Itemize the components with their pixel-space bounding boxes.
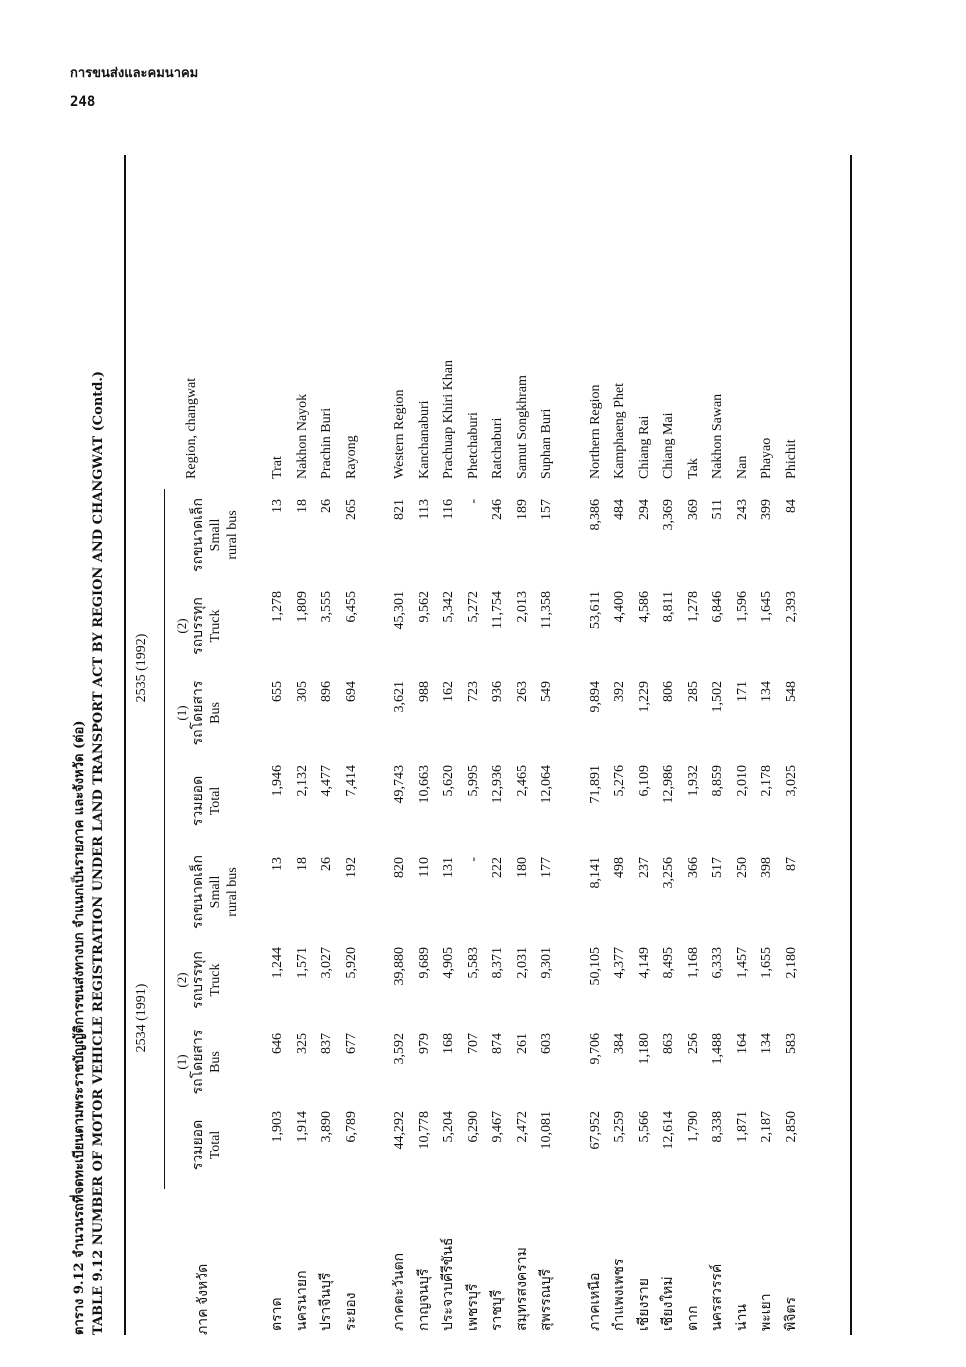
page-number: 248 xyxy=(70,94,96,110)
header-bus-th-b: รถโดยสาร xyxy=(191,680,206,746)
table-row xyxy=(657,155,682,1335)
row-value: 5,920 xyxy=(343,947,359,979)
row-value: 12,614 xyxy=(661,1111,676,1150)
row-value: 177 xyxy=(539,856,554,878)
header-note-1: (1) xyxy=(174,1054,189,1070)
row-value: 9,689 xyxy=(416,947,432,979)
header-truck-th: รถบรรทุก xyxy=(191,951,206,1009)
row-name-th: กำแพงเพชร xyxy=(612,1258,627,1331)
table-row xyxy=(755,155,780,1335)
row-value: 2,178 xyxy=(759,764,774,797)
header-total-th: รวมยอด xyxy=(191,1119,206,1171)
row-name-en: Nakhon Nayok xyxy=(294,393,310,479)
row-name-th: ระยอง xyxy=(343,1292,359,1331)
row-value: - xyxy=(465,856,481,862)
row-value: 874 xyxy=(490,1033,505,1054)
row-name-th: ตาก xyxy=(685,1305,701,1331)
row-value: 18 xyxy=(294,498,310,513)
row-name-th: ภาคตะวันตก xyxy=(392,1252,407,1331)
row-value: 821 xyxy=(392,498,407,520)
row-value: 655 xyxy=(270,680,285,702)
table-title-english: TABLE 9.12 NUMBER OF MOTOR VEHICLE REGISTRATION UNDER LAND TRANSPORT ACT BY REGION AND CHANGWAT (Contd.) xyxy=(91,370,106,1335)
row-name-en: Northern Region xyxy=(587,384,603,479)
row-value: 1,655 xyxy=(759,947,774,979)
row-value: 5,204 xyxy=(441,1111,456,1143)
row-value: 4,149 xyxy=(636,947,652,979)
table-row xyxy=(584,155,609,1335)
row-value: 2,010 xyxy=(734,764,750,797)
row-value: 6,290 xyxy=(465,1111,481,1143)
row-value: 26 xyxy=(319,498,334,513)
row-value: 134 xyxy=(759,1033,774,1054)
row-value: 87 xyxy=(783,856,799,871)
row-value: 1,278 xyxy=(685,590,701,623)
row-value: 8,338 xyxy=(710,1111,725,1143)
row-value: 9,562 xyxy=(416,590,432,623)
header-small-en2-b: rural bus xyxy=(225,510,240,560)
row-value: 1,488 xyxy=(710,1033,725,1065)
row-value: 10,663 xyxy=(416,764,432,804)
row-value: 116 xyxy=(441,498,456,520)
row-value: 162 xyxy=(441,680,456,702)
row-value: 9,467 xyxy=(490,1111,505,1143)
row-name-en: Ratchaburi xyxy=(490,417,505,479)
row-value: 5,620 xyxy=(441,764,456,797)
row-name-en: Chiang Mai xyxy=(661,412,676,479)
row-value: 806 xyxy=(661,680,676,702)
table-row xyxy=(486,155,511,1335)
row-value: 7,414 xyxy=(343,764,359,797)
row-value: 265 xyxy=(343,498,359,520)
row-value: 49,743 xyxy=(392,764,407,804)
row-value: 1,244 xyxy=(270,947,285,979)
row-value: 1,946 xyxy=(270,764,285,797)
row-value: 1,596 xyxy=(734,590,750,623)
table-row xyxy=(413,155,438,1335)
table-row xyxy=(682,155,707,1335)
row-value: 1,229 xyxy=(636,680,652,713)
row-name-en: Kanchanaburi xyxy=(416,400,432,479)
row-value: 1,871 xyxy=(734,1111,750,1143)
row-value: 222 xyxy=(490,856,505,878)
row-value: 2,031 xyxy=(514,947,530,979)
row-value: 2,472 xyxy=(514,1111,530,1143)
row-value: 84 xyxy=(783,498,799,513)
row-value: 1,571 xyxy=(294,947,310,979)
header-small-en-b: Small xyxy=(208,518,223,552)
header-total-en: Total xyxy=(208,1130,223,1160)
header-note-2: (2) xyxy=(174,972,189,988)
row-value: 936 xyxy=(490,680,505,702)
row-name-th: นครสวรรค์ xyxy=(710,1263,725,1331)
row-value: 4,400 xyxy=(612,590,627,623)
row-value: 392 xyxy=(612,680,627,702)
row-value: 6,789 xyxy=(343,1111,359,1143)
table-bottom-rule xyxy=(850,155,852,1335)
row-value: 398 xyxy=(759,856,774,878)
row-value: 3,890 xyxy=(319,1111,334,1143)
row-value: 6,333 xyxy=(710,947,725,979)
header-year-1991: 2534 (1991) xyxy=(125,847,165,1189)
row-name-en: Phichit xyxy=(783,439,799,479)
row-name-th: พะเยา xyxy=(759,1293,774,1331)
header-small-en: Small xyxy=(208,875,223,909)
row-value: 12,064 xyxy=(539,764,554,804)
row-value: 261 xyxy=(514,1033,530,1054)
row-name-th: ปราจีนบุรี xyxy=(319,1272,334,1331)
row-name-th: นครนายก xyxy=(294,1270,310,1331)
row-value: 263 xyxy=(514,680,530,702)
table-row xyxy=(266,155,291,1335)
header-year-1992: 2535 (1992) xyxy=(125,489,165,847)
row-name-th: กาญจนบุรี xyxy=(416,1268,432,1331)
row-value: 369 xyxy=(685,498,701,520)
row-value: 8,811 xyxy=(661,590,676,622)
header-total-th-b: รวมยอด xyxy=(191,775,206,827)
row-name-en: Nakhon Sawan xyxy=(710,393,725,479)
row-value: 1,168 xyxy=(685,947,701,979)
row-value: 12,936 xyxy=(490,764,505,804)
header-bus-th: รถโดยสาร xyxy=(191,1029,206,1095)
row-value: 9,301 xyxy=(539,947,554,979)
table-title-thai: ตาราง 9.12 จำนวนรถที่จดทะเบียนตามพระราชบัญญัติการขนส่งทางบก จำแนกเป็นรายภาค และจังหวัด (ต่อ) xyxy=(72,720,87,1335)
row-value: 50,105 xyxy=(587,947,603,986)
row-name-en: Suphan Buri xyxy=(539,408,554,479)
row-name-en: Phayao xyxy=(759,437,774,479)
row-name-en: Nan xyxy=(734,455,750,479)
row-value: 9,894 xyxy=(587,680,603,713)
row-value: 4,377 xyxy=(612,947,627,979)
header-truck-en-b: Truck xyxy=(208,609,223,643)
row-value: 837 xyxy=(319,1033,334,1054)
row-value: 2,013 xyxy=(514,590,530,623)
row-name-th: ภาคเหนือ xyxy=(587,1272,603,1331)
row-value: 3,256 xyxy=(661,856,676,889)
row-value: 484 xyxy=(612,498,627,520)
row-value: 820 xyxy=(392,856,407,878)
row-value: 8,386 xyxy=(587,498,603,531)
row-value: 250 xyxy=(734,856,750,878)
row-value: 548 xyxy=(783,680,799,702)
row-value: 646 xyxy=(270,1033,285,1054)
row-value: 237 xyxy=(636,856,652,878)
row-value: 3,025 xyxy=(783,764,799,797)
row-value: 39,880 xyxy=(392,947,407,986)
row-value: 53,611 xyxy=(587,590,603,629)
row-value: 896 xyxy=(319,680,334,702)
row-name-th: เพชรบุรี xyxy=(465,1283,481,1331)
row-value: 10,081 xyxy=(539,1111,554,1150)
row-value: 399 xyxy=(759,498,774,520)
row-value: 18 xyxy=(294,856,310,871)
row-value: 13 xyxy=(270,498,285,513)
table-row xyxy=(315,155,340,1335)
row-value: 294 xyxy=(636,498,652,520)
row-value: 2,850 xyxy=(783,1111,799,1143)
row-value: 26 xyxy=(319,856,334,871)
row-value: 180 xyxy=(514,856,530,878)
row-value: 2,132 xyxy=(294,764,310,797)
row-value: 189 xyxy=(514,498,530,520)
row-name-en: Western Region xyxy=(392,389,407,479)
row-value: 285 xyxy=(685,680,701,702)
row-value: 603 xyxy=(539,1033,554,1054)
row-value: 11,358 xyxy=(539,590,554,629)
row-name-en: Rayong xyxy=(343,435,359,479)
row-value: 256 xyxy=(685,1033,701,1054)
row-name-th: น่าน xyxy=(734,1303,750,1331)
row-value: 1,645 xyxy=(759,590,774,623)
header-bus-en: Bus xyxy=(208,1051,223,1073)
row-value: 134 xyxy=(759,680,774,702)
row-value: 192 xyxy=(343,856,359,878)
row-value: 707 xyxy=(465,1033,481,1054)
row-name-en: Phetchaburi xyxy=(465,412,481,479)
row-name-th: ตราด xyxy=(270,1297,285,1331)
row-value: 44,292 xyxy=(392,1111,407,1150)
row-value: 8,141 xyxy=(587,856,603,889)
row-value: 164 xyxy=(734,1033,750,1054)
row-value: 171 xyxy=(734,680,750,702)
row-value: 67,952 xyxy=(587,1111,603,1150)
row-value: 8,371 xyxy=(490,947,505,979)
row-value: 305 xyxy=(294,680,310,702)
row-value: 694 xyxy=(343,680,359,702)
row-name-th: ประจวบคีรีขันธ์ xyxy=(441,1237,456,1331)
row-value: 10,778 xyxy=(416,1111,432,1150)
table-row xyxy=(633,155,658,1335)
row-value: 110 xyxy=(416,856,432,878)
row-value: 5,583 xyxy=(465,947,481,979)
header-small-en2: rural bus xyxy=(225,867,240,917)
row-value: 5,276 xyxy=(612,764,627,797)
row-value: 4,586 xyxy=(636,590,652,623)
row-value: 863 xyxy=(661,1033,676,1054)
table-row xyxy=(706,155,731,1335)
row-name-en: Chiang Rai xyxy=(636,415,652,479)
row-value: 71,891 xyxy=(587,764,603,804)
row-name-en: Tak xyxy=(685,458,701,479)
table-row xyxy=(608,155,633,1335)
row-value: 2,393 xyxy=(783,590,799,623)
row-name-en: Prachuap Khiri Khan xyxy=(441,360,456,479)
row-value: 1,790 xyxy=(685,1111,701,1143)
table-row xyxy=(291,155,316,1335)
header-total-en-b: Total xyxy=(208,786,223,816)
row-value: 384 xyxy=(612,1033,627,1054)
row-value: 113 xyxy=(416,498,432,520)
header-region-en: Region, changwat xyxy=(184,377,199,479)
row-value: 8,495 xyxy=(661,947,676,979)
row-value: 1,180 xyxy=(636,1033,652,1065)
row-value: 1,457 xyxy=(734,947,750,979)
header-small-th: รถขนาดเล็ก xyxy=(191,855,206,929)
table-row xyxy=(780,155,805,1335)
row-value: 3,555 xyxy=(319,590,334,623)
row-name-en: Samut Songkhram xyxy=(514,375,530,479)
rotated-table-area xyxy=(70,155,930,1335)
row-value: 12,986 xyxy=(661,764,676,804)
row-value: 5,995 xyxy=(465,764,481,797)
row-value: 583 xyxy=(783,1033,799,1054)
row-name-th: ราชบุรี xyxy=(490,1289,505,1331)
row-value: 3,621 xyxy=(392,680,407,713)
row-value: 5,272 xyxy=(465,590,481,623)
row-value: 6,455 xyxy=(343,590,359,623)
row-value: 3,369 xyxy=(661,498,676,531)
row-value: 6,109 xyxy=(636,764,652,797)
row-value: 1,903 xyxy=(270,1111,285,1143)
row-name-en: Prachin Buri xyxy=(319,407,334,479)
row-name-th: เชียงราย xyxy=(636,1278,652,1331)
row-value: 246 xyxy=(490,498,505,520)
row-value: 723 xyxy=(465,680,481,702)
row-value: 498 xyxy=(612,856,627,878)
header-truck-en: Truck xyxy=(208,963,223,997)
page-header-title: การขนส่งและคมนาคม xyxy=(70,66,199,81)
row-name-en: Trat xyxy=(270,456,285,479)
table-row xyxy=(535,155,560,1335)
row-name-th: สุพรรณบุรี xyxy=(539,1268,554,1331)
row-value: 11,754 xyxy=(490,590,505,629)
row-value: 988 xyxy=(416,680,432,702)
header-truck-th-b: รถบรรทุก xyxy=(191,597,206,655)
header-bus-en-b: Bus xyxy=(208,702,223,724)
row-value: 8,859 xyxy=(710,764,725,797)
table-body xyxy=(242,155,804,1335)
row-value: 5,259 xyxy=(612,1111,627,1143)
row-value: 979 xyxy=(416,1033,432,1054)
row-value: 1,809 xyxy=(294,590,310,623)
row-value: 3,027 xyxy=(319,947,334,979)
row-value: - xyxy=(465,498,481,504)
row-value: 677 xyxy=(343,1033,359,1054)
row-value: 2,180 xyxy=(783,947,799,979)
row-value: 9,706 xyxy=(587,1033,603,1065)
row-value: 366 xyxy=(685,856,701,878)
header-small-th-b: รถขนาดเล็ก xyxy=(191,498,206,572)
table-row xyxy=(462,155,487,1335)
row-value: 157 xyxy=(539,498,554,520)
table-row xyxy=(340,155,365,1335)
table-row xyxy=(437,155,462,1335)
row-value: 1,914 xyxy=(294,1111,310,1143)
header-region-th: ภาค จังหวัด xyxy=(196,1263,211,1335)
row-value: 549 xyxy=(539,680,554,702)
row-value: 5,566 xyxy=(636,1111,652,1143)
row-value: 243 xyxy=(734,498,750,520)
row-value: 1,278 xyxy=(270,590,285,623)
table-row xyxy=(511,155,536,1335)
row-name-th: พิจิตร xyxy=(783,1296,799,1331)
row-value: 168 xyxy=(441,1033,456,1054)
row-value: 511 xyxy=(710,498,725,520)
row-value: 6,846 xyxy=(710,590,725,623)
data-table xyxy=(125,155,804,1335)
row-value: 4,905 xyxy=(441,947,456,979)
row-value: 517 xyxy=(710,856,725,878)
row-value: 1,502 xyxy=(710,680,725,713)
table-row xyxy=(731,155,756,1335)
row-name-th: เชียงใหม่ xyxy=(661,1276,676,1331)
table-row xyxy=(388,155,413,1335)
row-value: 5,342 xyxy=(441,590,456,623)
row-value: 1,932 xyxy=(685,764,701,797)
row-value: 3,592 xyxy=(392,1033,407,1065)
row-value: 2,465 xyxy=(514,764,530,797)
row-value: 45,301 xyxy=(392,590,407,630)
row-name-en: Kamphaeng Phet xyxy=(612,382,627,479)
row-value: 13 xyxy=(270,856,285,871)
row-value: 4,477 xyxy=(319,764,334,797)
header-note-2b: (2) xyxy=(174,618,189,634)
header-note-1b: (1) xyxy=(174,705,189,721)
row-value: 131 xyxy=(441,856,456,878)
row-value: 2,187 xyxy=(759,1111,774,1143)
row-value: 325 xyxy=(294,1033,310,1054)
row-name-th: สมุทรสงคราม xyxy=(514,1247,530,1331)
